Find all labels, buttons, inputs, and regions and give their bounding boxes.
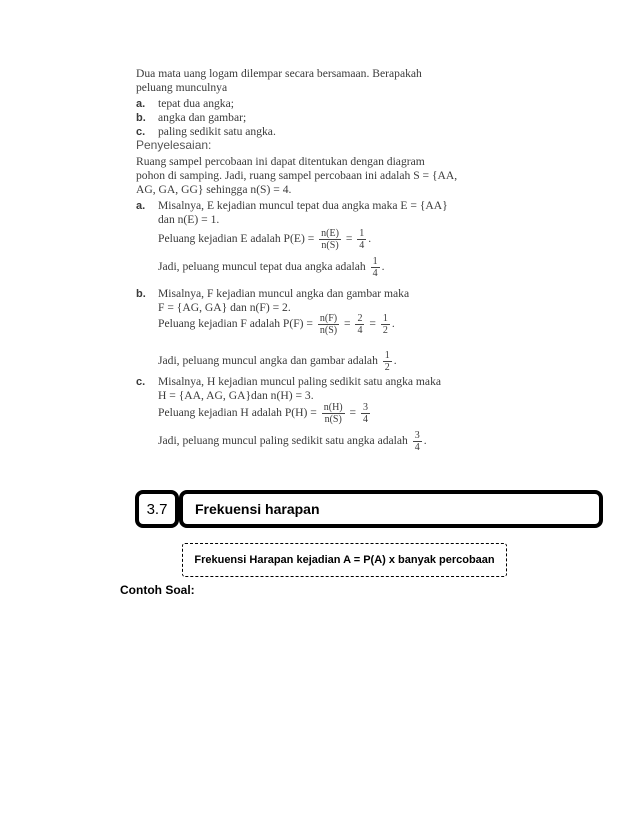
- fraction-numerator: n(E): [321, 228, 339, 239]
- fraction-denominator: 4: [357, 325, 363, 336]
- fraction-denominator: 4: [359, 240, 365, 251]
- fraction-denominator: 4: [372, 268, 378, 279]
- part-c-probability: [158, 402, 372, 425]
- fraction-numerator: 1: [372, 256, 378, 267]
- part-b-conclusion: [158, 350, 397, 373]
- item-label: c.: [136, 126, 146, 138]
- intro-line: Dua mata uang logam dilempar secara bersamaan. Berapakah: [136, 67, 422, 80]
- part-a-label: a.: [136, 200, 146, 212]
- part-a-text: Misalnya, E kejadian muncul tepat dua angka maka E = {AA}: [158, 199, 448, 212]
- equals-sign: =: [349, 406, 357, 420]
- conclusion-text: Jadi, peluang muncul paling sedikit satu angka adalah: [158, 434, 408, 448]
- part-b-label: b.: [136, 288, 146, 300]
- fraction-numerator: 3: [362, 402, 368, 413]
- part-c-text: Misalnya, H kejadian muncul paling sedikit satu angka maka: [158, 375, 442, 388]
- equals-sign: =: [344, 317, 351, 331]
- solution-heading: Penyelesaian:: [136, 138, 212, 152]
- fraction: [383, 350, 392, 373]
- fraction-denominator: n(S): [319, 325, 338, 336]
- solution-intro-line: pohon di samping. Jadi, ruang sampel percobaan ini adalah S = {AA,: [136, 169, 458, 182]
- fraction-denominator: 4: [362, 414, 368, 425]
- section-title: Frekuensi harapan: [179, 490, 603, 528]
- fraction-denominator: n(S): [324, 414, 342, 425]
- fraction: [413, 430, 422, 453]
- period: .: [368, 232, 372, 246]
- solution-intro-line: Ruang sampel percobaan ini dapat ditentukan dengan diagram: [136, 155, 425, 168]
- fraction: [357, 228, 366, 251]
- formula-box: Frekuensi Harapan kejadian A = P(A) x banyak percobaan: [182, 543, 507, 577]
- period: .: [393, 354, 397, 368]
- prob-text: Peluang kejadian H adalah P(H) =: [158, 406, 317, 420]
- fraction-denominator: 4: [414, 442, 420, 453]
- fraction-numerator: 1: [382, 313, 388, 324]
- part-c-label: c.: [136, 376, 146, 388]
- item-label: b.: [136, 112, 146, 124]
- part-b-line2: F = {AG, GA} dan n(F) = 2.: [158, 301, 291, 314]
- fraction-numerator: n(H): [323, 402, 343, 413]
- fraction-numerator: 2: [357, 313, 363, 324]
- fraction-denominator: 2: [382, 325, 388, 336]
- equals-sign: =: [369, 317, 376, 331]
- period: .: [391, 317, 395, 331]
- fraction: [318, 313, 339, 336]
- example-label: Contoh Soal:: [120, 583, 195, 597]
- fraction-numerator: 1: [384, 350, 390, 361]
- fraction-numerator: n(F): [319, 313, 338, 324]
- period: .: [381, 260, 385, 274]
- item-text: paling sedikit satu angka.: [158, 125, 276, 138]
- fraction: [371, 256, 380, 279]
- item-label: a.: [136, 98, 146, 110]
- prob-text: Peluang kejadian E adalah P(E) =: [158, 232, 315, 246]
- fraction: [381, 313, 390, 336]
- fraction-denominator: n(S): [321, 240, 339, 251]
- period: .: [423, 434, 427, 448]
- part-b-probability: [158, 313, 395, 336]
- part-b-text: Misalnya, F kejadian muncul angka dan gambar maka: [158, 287, 410, 300]
- prob-text: Peluang kejadian F adalah P(F) =: [158, 317, 313, 331]
- fraction: [355, 313, 364, 336]
- part-a-line2: dan n(E) = 1.: [158, 213, 220, 226]
- fraction: [361, 402, 370, 425]
- part-a-conclusion: [158, 256, 384, 279]
- fraction-numerator: 1: [359, 228, 365, 239]
- fraction: [319, 228, 341, 251]
- intro-line: peluang munculnya: [136, 81, 228, 94]
- solution-intro-line: AG, GA, GG} sehingga n(S) = 4.: [136, 183, 292, 196]
- part-c-conclusion: [158, 430, 427, 453]
- part-a-probability: [158, 228, 371, 251]
- conclusion-text: Jadi, peluang muncul angka dan gambar adalah: [158, 354, 378, 368]
- part-c-line2: H = {AA, AG, GA}dan n(H) = 3.: [158, 389, 314, 402]
- fraction: [322, 402, 345, 425]
- conclusion-text: Jadi, peluang muncul tepat dua angka adalah: [158, 260, 366, 274]
- fraction-denominator: 2: [384, 362, 390, 373]
- item-text: angka dan gambar;: [158, 111, 247, 124]
- item-text: tepat dua angka;: [158, 97, 234, 110]
- fraction-numerator: 3: [414, 430, 420, 441]
- equals-sign: =: [345, 232, 353, 246]
- section-number: 3.7: [135, 490, 179, 528]
